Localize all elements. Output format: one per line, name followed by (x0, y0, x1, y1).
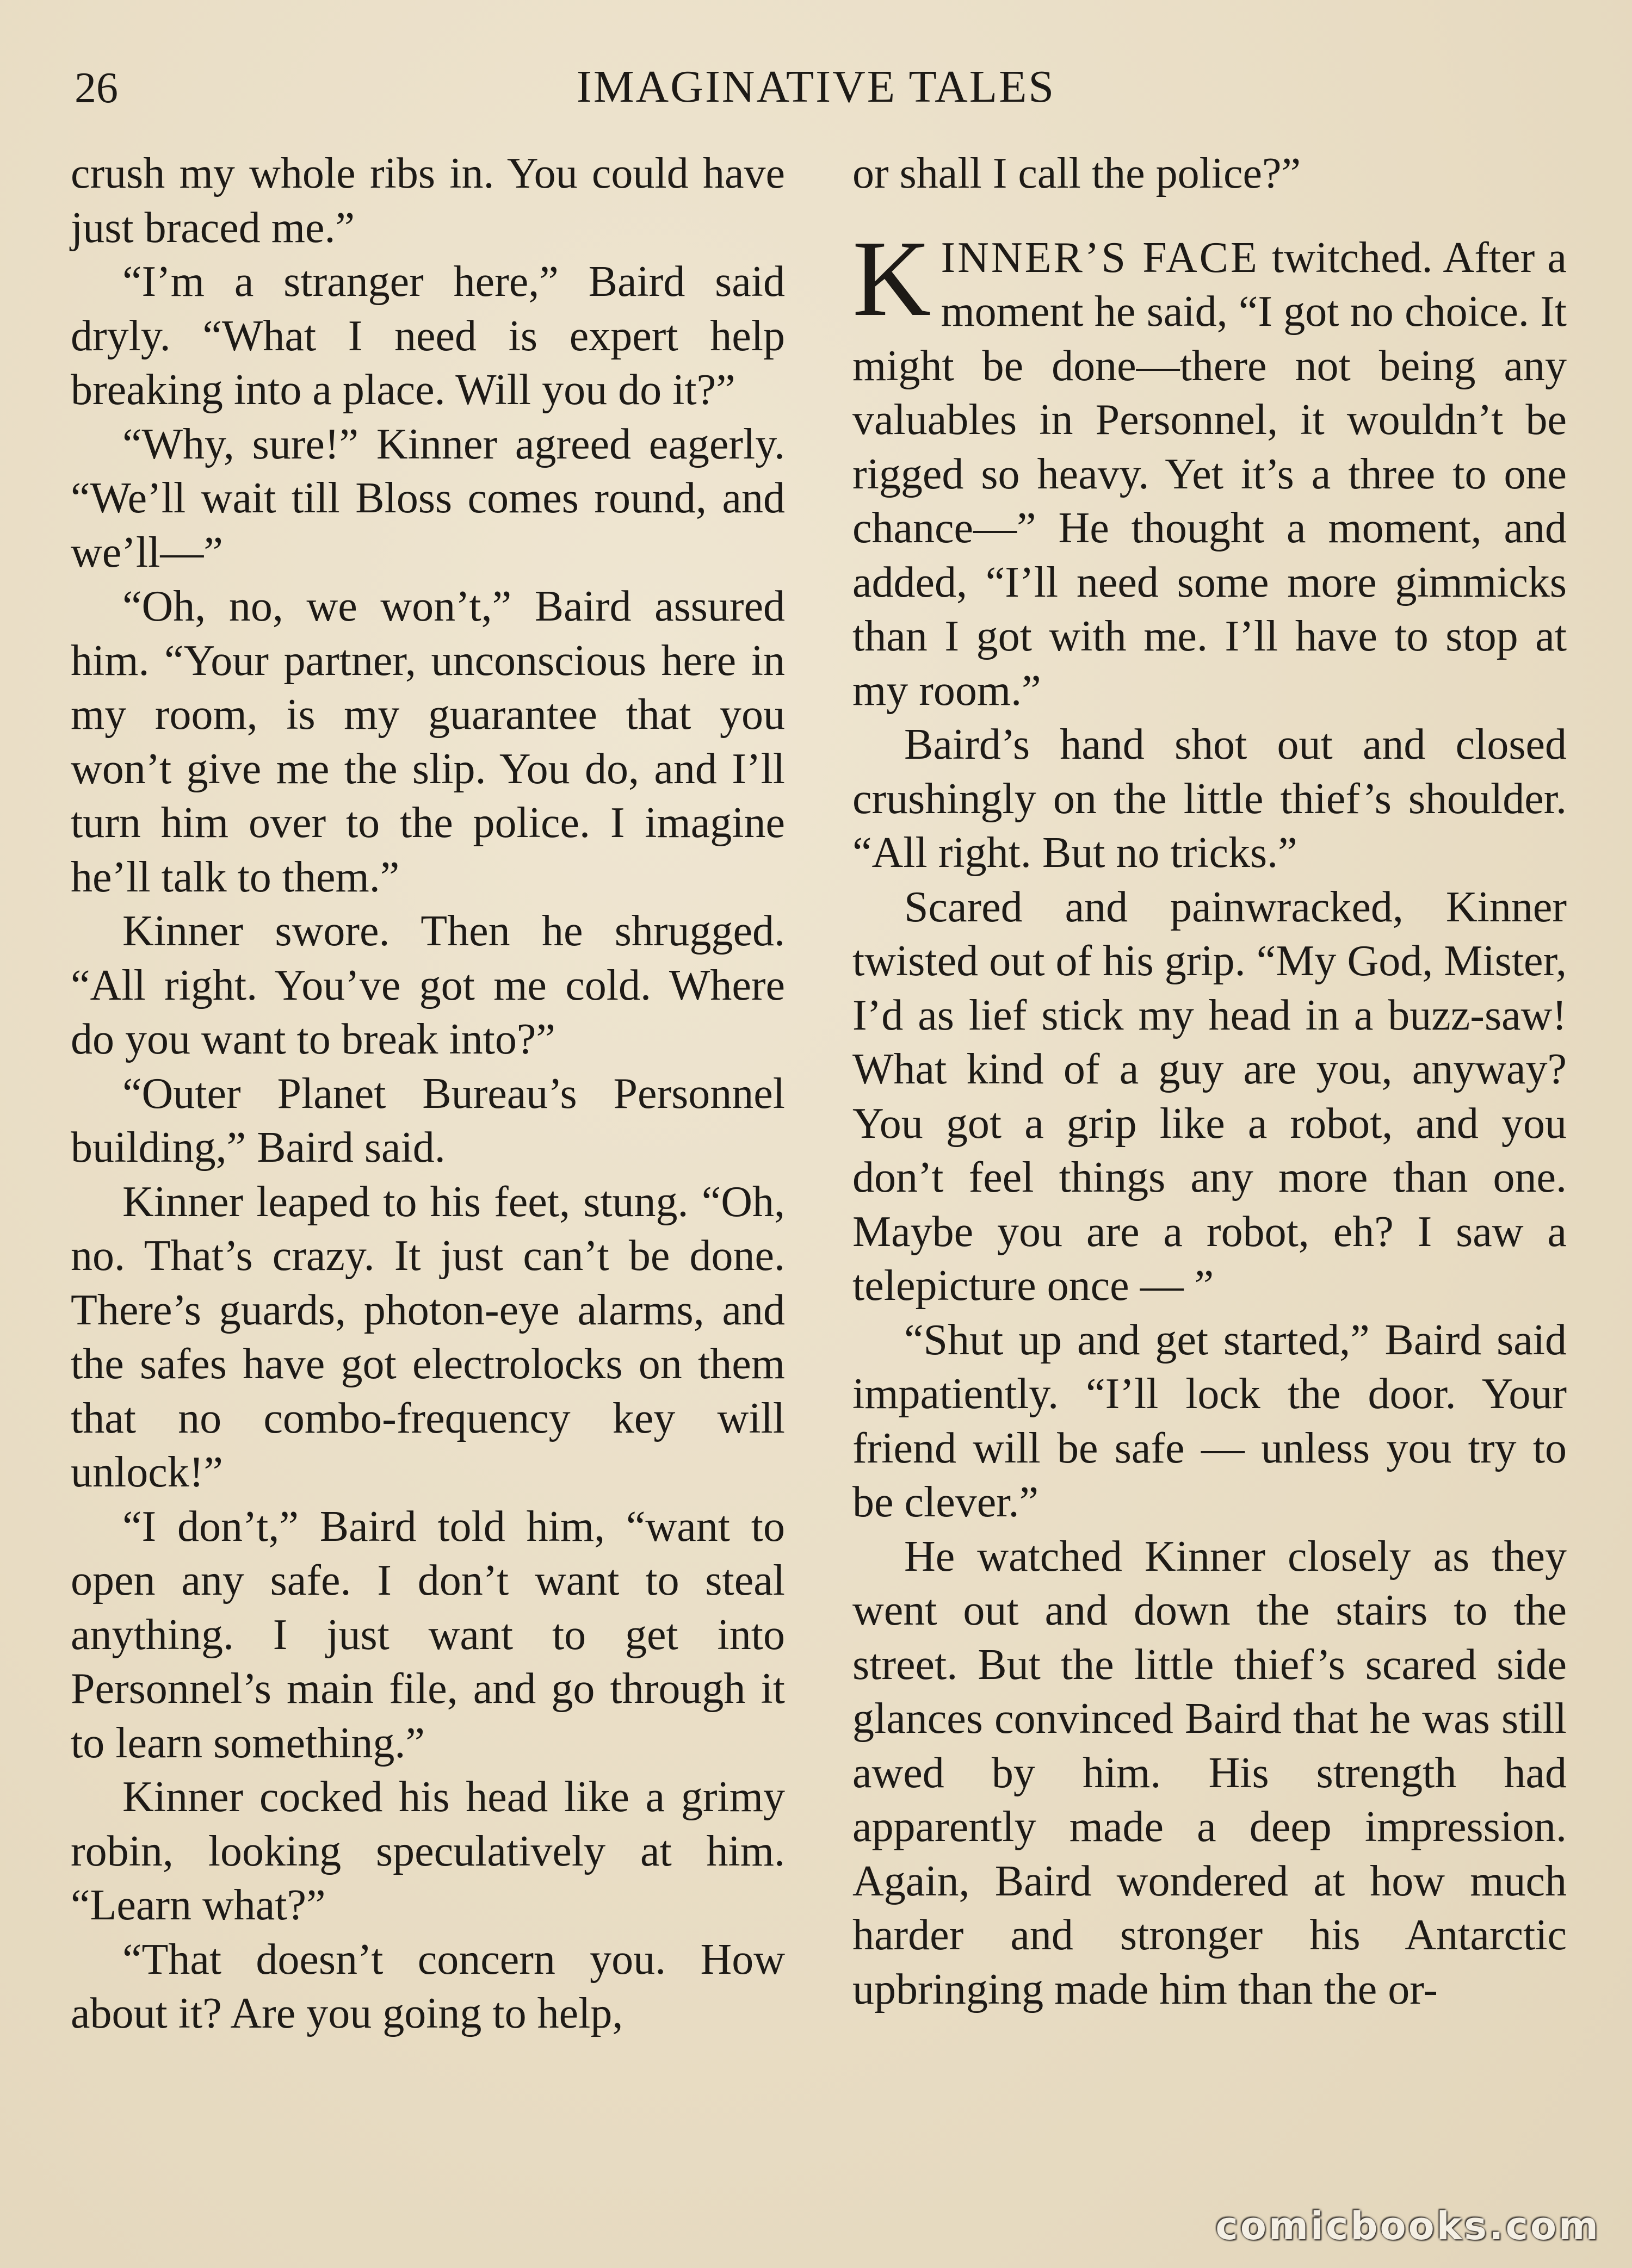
paragraph: “That doesn’t concern you. How about it? Are you going to help, (71, 1935, 785, 2037)
paragraph: crush my whole ribs in. You could have just braced me.” (71, 150, 785, 252)
running-head: IMAGINATIVE TALES (576, 61, 1056, 112)
paragraph: Scared and painwracked, Kinner twisted out of his grip. “My God, Mister, I’d as lief stick my head in a buzz-saw! What kind of a guy are you, anyway? You got a grip like a robot, and you don’t feel things any more than one. Maybe you are a robot, eh? I saw a telepicture once — ” (852, 883, 1567, 1310)
paragraph: Kinner swore. Then he shrugged. “All right. You’ve got me cold. Where do you want to break into?” (71, 907, 785, 1063)
paragraph: “I’m a stranger here,” Baird said dryly. “What I need is expert help breaking into a place. Will you do it?” (71, 258, 785, 414)
paragraph: Baird’s hand shot out and closed crushingly on the little thief’s shoulder. “All right. But no tricks.” (852, 721, 1567, 877)
paragraph: He watched Kinner closely as they went out and down the stairs to the street. But the little thief’s scared side glances convinced Baird that he was still awed by him. His strength had apparently made a deep impression. Again, Baird wondered at how much harder and stronger his Antarctic upbringing made him than the or- (852, 1532, 1567, 2013)
paragraph: “I don’t,” Baird told him, “want to open any safe. I don’t want to steal anything. I just want to get into Personnel’s main file, and go through it to learn something.” (71, 1502, 785, 1767)
small-caps-lead: INNER’S FACE (941, 233, 1259, 282)
watermark: comicbooks.com (1215, 2204, 1600, 2248)
paragraph: “Outer Planet Bureau’s Personnel building,” Baird said. (71, 1069, 785, 1172)
paragraph: Kinner leaped to his feet, stung. “Oh, no. That’s crazy. It just can’t be done. There’s guards, photon-eye alarms, and the safes have got electrolocks on them that no combo-frequency key will unlock!” (71, 1178, 785, 1496)
paragraph: Kinner cocked his head like a grimy robin, looking speculatively at him. “Learn what?” (71, 1773, 785, 1929)
paragraph-text: twitched. After a moment he said, “I got no choice. It might be done—there not being any valuables in Personnel, it wouldn’t be rigged so heavy. Yet it’s a three to one chance—” He thought a moment, and added, “I’ll need some more gimmicks than I got with me. I’ll have to stop at my room.” (852, 233, 1567, 715)
drop-cap: K (852, 218, 931, 339)
paragraph: “Why, sure!” Kinner agreed eagerly. “We’ll wait till Bloss comes round, and we’ll—” (71, 420, 785, 577)
paragraph: or shall I call the police?” (852, 150, 1301, 197)
section-opening-paragraph (852, 218, 1567, 718)
paragraph: “Shut up and get started,” Baird said impatiently. “I’ll lock the door. Your friend will be safe — unless you try to be clever.” (852, 1316, 1567, 1526)
right-column (852, 147, 1567, 2017)
left-column (71, 147, 785, 2041)
page-number: 26 (75, 64, 118, 112)
paragraph: “Oh, no, we won’t,” Baird assured him. “Your partner, unconscious here in my room, is my guarantee that you won’t give me the slip. You do, and I’ll turn him over to the police. I imagine he’ll talk to them.” (71, 583, 785, 901)
